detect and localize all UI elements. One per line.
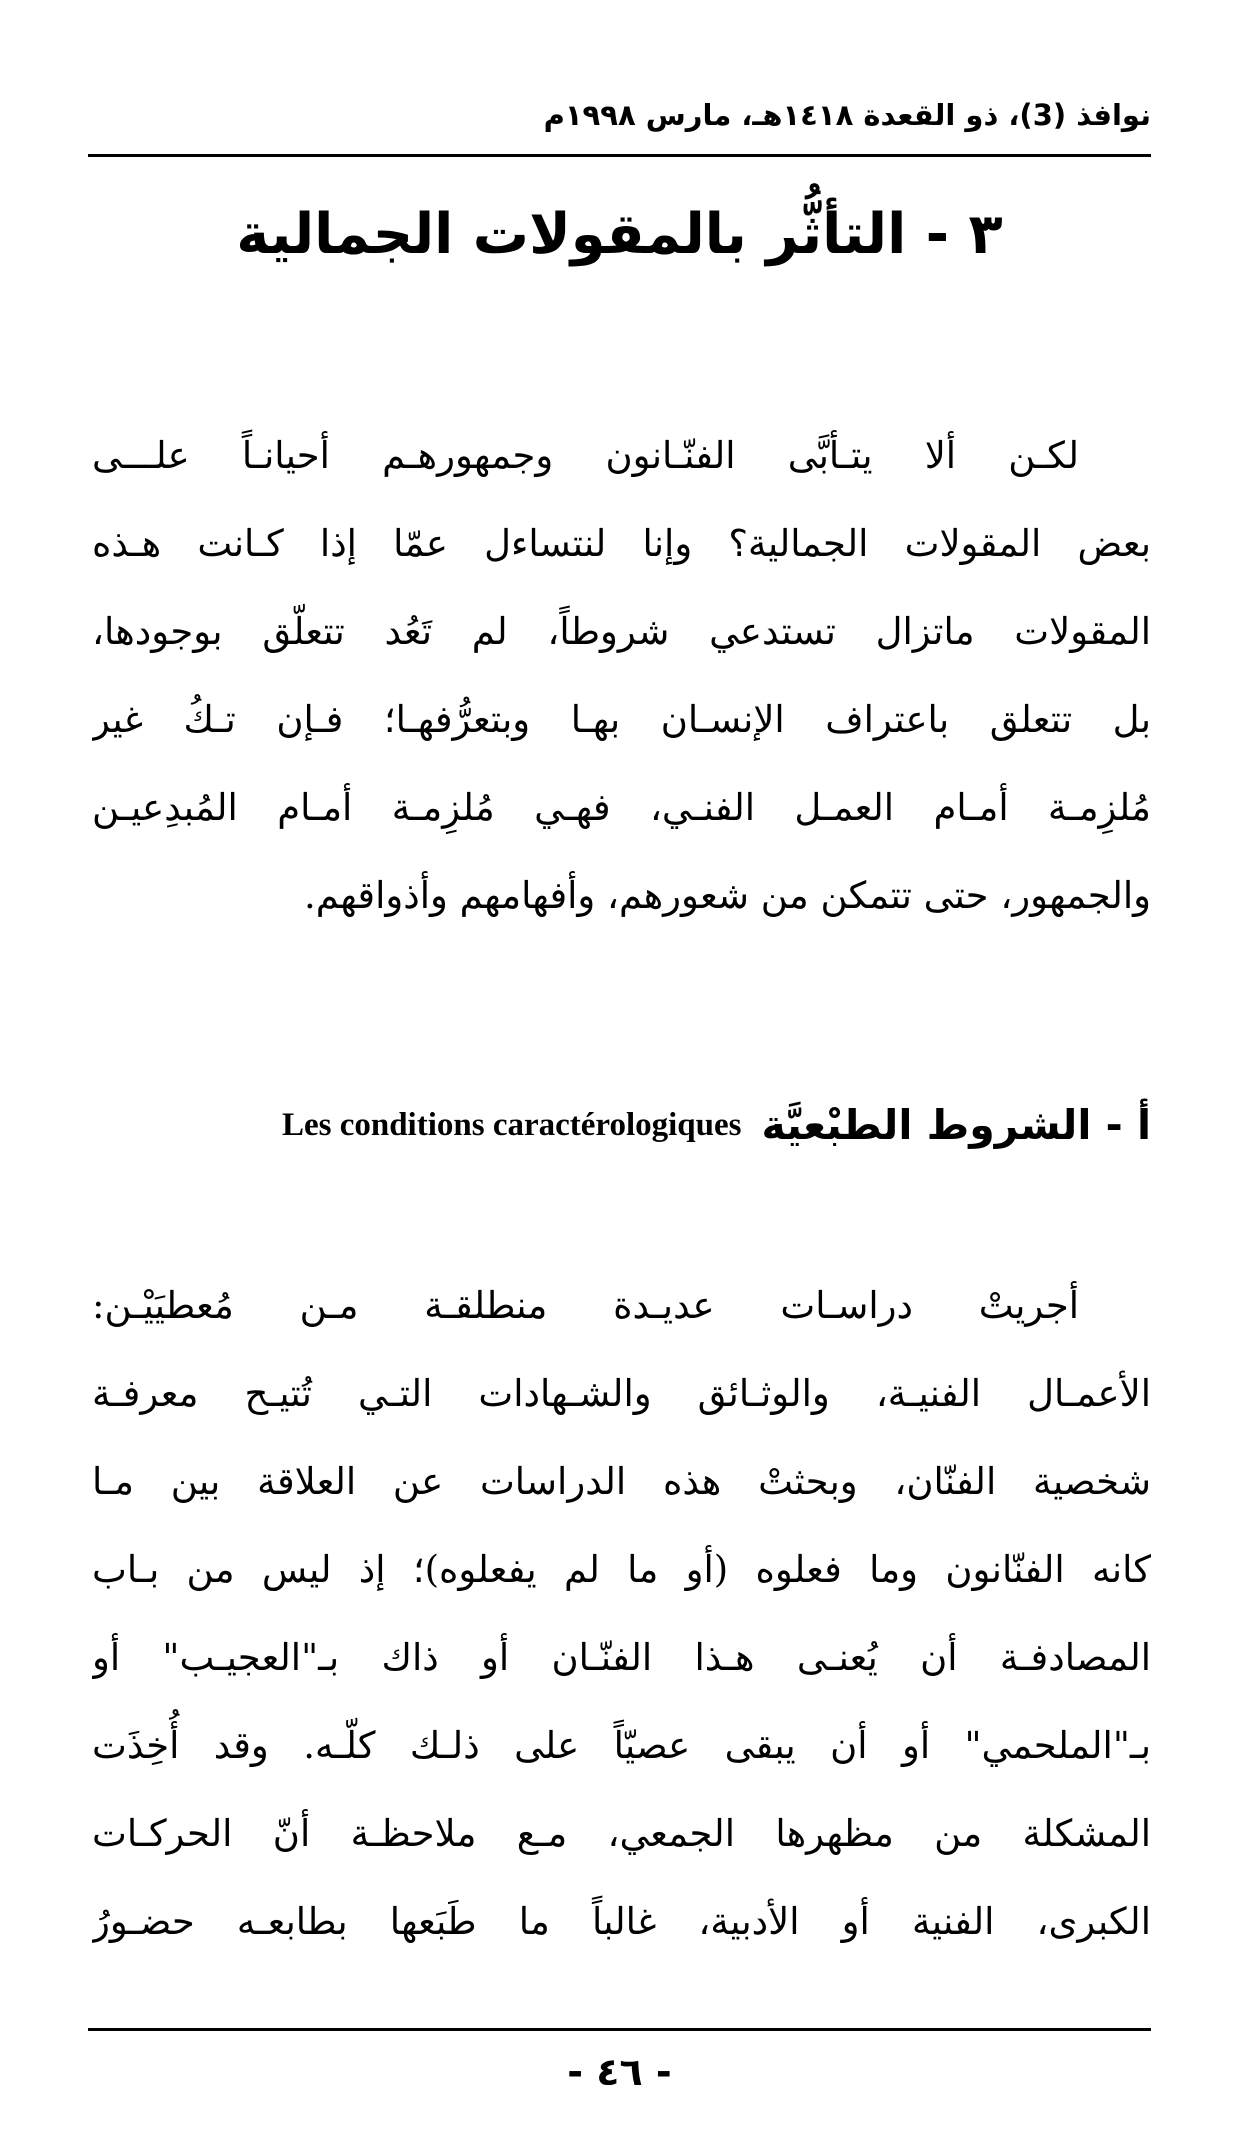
footer-rule bbox=[88, 2028, 1151, 2031]
paragraph-line: كانه الفنّانون وما فعلوه (أو ما لم يفعلوه)؛ إذ ليس من بـاب bbox=[92, 1548, 1151, 1591]
paragraph-2 bbox=[92, 1262, 1151, 1966]
paragraph-line: المشكلة من مظهرها الجمعي، مـع ملاحظـة أنّ الحركـات bbox=[92, 1812, 1151, 1855]
paragraph-line: لكـن ألا يتـأبَّى الفنّـانون وجمهورهـم أحيانـاً علـــى bbox=[92, 434, 1079, 477]
paragraph-line: بعض المقولات الجمالية؟ وإنا لنتساءل عمّا إذا كـانت هـذه bbox=[92, 522, 1151, 565]
paragraph-line: بـ"الملحمي" أو أن يبقى عصيّاً على ذلـك كلّـه. وقد أُخِذَت bbox=[92, 1724, 1151, 1767]
paragraph-line: الكبرى، الفنية أو الأدبية، غالباً ما طَبَعها بطابعـه حضـورُ bbox=[92, 1900, 1151, 1943]
page-number: - ٤٦ - bbox=[567, 2050, 672, 2094]
section-heading bbox=[92, 1080, 1151, 1170]
paragraph-line: أجريتْ دراسـات عديـدة منطلقـة مـن مُعطيَيْـن: bbox=[92, 1284, 1079, 1327]
section-title-arabic: أ - الشروط الطبْعيَّة bbox=[761, 1101, 1151, 1149]
paragraph-line: المصادفـة أن يُعنـى هـذا الفنّـان أو ذاك بـ"العجيـب" أو bbox=[92, 1636, 1151, 1679]
running-header: نوافذ (3)، ذو القعدة ١٤١٨هـ، مارس ١٩٩٨م bbox=[543, 98, 1151, 132]
header-rule bbox=[88, 154, 1151, 157]
section-title-french: Les conditions caractérologiques bbox=[281, 1106, 742, 1143]
paragraph-line: المقولات ماتزال تستدعي شروطاً، لم تَعُد تتعلّق بوجودها، bbox=[92, 610, 1151, 653]
paragraph-line: الأعمـال الفنيـة، والوثـائق والشـهادات التـي تُتيـح معرفـة bbox=[92, 1372, 1151, 1415]
paragraph-1 bbox=[92, 412, 1151, 940]
paragraph-line: شخصية الفنّان، وبحثتْ هذه الدراسات عن العلاقة بين مـا bbox=[92, 1460, 1151, 1503]
paragraph-line: والجمهور، حتى تتمكن من شعورهم، وأفهامهم وأذواقهم. bbox=[303, 874, 1151, 917]
paragraph-line: بل تتعلق باعتراف الإنسـان بهـا وبتعرُّفهـا؛ فـإن تـكُ غير bbox=[92, 698, 1151, 741]
paragraph-line: مُلزِمـة أمـام العمـل الفنـي، فهـي مُلزِمـة أمـام المُبدِعيـن bbox=[92, 786, 1151, 829]
chapter-title: ٣ - التأثُّر بالمقولات الجمالية bbox=[236, 202, 1003, 267]
